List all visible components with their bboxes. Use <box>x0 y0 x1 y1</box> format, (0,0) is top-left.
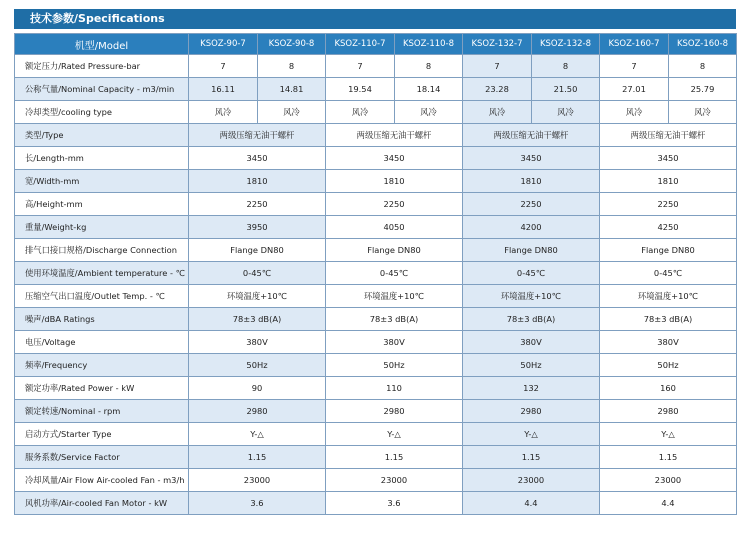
table-cell: 27.01 <box>600 78 669 101</box>
table-row <box>15 239 737 262</box>
table-row <box>15 124 737 147</box>
table-header-row <box>15 34 737 55</box>
model-header: KSOZ-110-7 <box>326 34 395 55</box>
table-row <box>15 78 737 101</box>
table-cell: 1810 <box>600 170 737 193</box>
row-label: 额定压力/Rated Pressure-bar <box>15 55 189 78</box>
table-cell: Flange DN80 <box>326 239 463 262</box>
table-cell: 2980 <box>189 400 326 423</box>
table-cell: 90 <box>189 377 326 400</box>
table-cell: Y-△ <box>600 423 737 446</box>
table-cell: 3450 <box>189 147 326 170</box>
table-row <box>15 354 737 377</box>
table-cell: 1810 <box>463 170 600 193</box>
table-cell: 2250 <box>600 193 737 216</box>
table-cell: 78±3 dB(A) <box>326 308 463 331</box>
table-cell: 160 <box>600 377 737 400</box>
row-label: 噪声/dBA Ratings <box>15 308 189 331</box>
row-label: 冷却风量/Air Flow Air-cooled Fan - m3/h <box>15 469 189 492</box>
table-row <box>15 469 737 492</box>
table-cell: 23000 <box>463 469 600 492</box>
table-cell: 3.6 <box>326 492 463 515</box>
table-cell: 2980 <box>463 400 600 423</box>
table-cell: 风冷 <box>395 101 463 124</box>
table-cell: 风冷 <box>600 101 669 124</box>
table-cell: 风冷 <box>326 101 395 124</box>
table-cell: Flange DN80 <box>600 239 737 262</box>
table-cell: 两级压缩无油干螺杆 <box>600 124 737 147</box>
table-cell: 16.11 <box>189 78 258 101</box>
table-cell: 380V <box>463 331 600 354</box>
row-label: 电压/Voltage <box>15 331 189 354</box>
model-header: KSOZ-160-8 <box>669 34 737 55</box>
table-cell: 8 <box>669 55 737 78</box>
table-row <box>15 285 737 308</box>
table-cell: 14.81 <box>258 78 326 101</box>
table-cell: 21.50 <box>532 78 600 101</box>
row-label: 风机功率/Air-cooled Fan Motor - kW <box>15 492 189 515</box>
table-cell: 23000 <box>600 469 737 492</box>
table-cell: 风冷 <box>669 101 737 124</box>
table-cell: 1810 <box>189 170 326 193</box>
table-row <box>15 170 737 193</box>
row-label: 频率/Frequency <box>15 354 189 377</box>
table-row <box>15 216 737 239</box>
table-cell: 4.4 <box>600 492 737 515</box>
table-row <box>15 101 737 124</box>
table-cell: 19.54 <box>326 78 395 101</box>
table-cell: 78±3 dB(A) <box>189 308 326 331</box>
table-row <box>15 331 737 354</box>
table-row <box>15 308 737 331</box>
table-cell: 风冷 <box>532 101 600 124</box>
table-cell: 3450 <box>463 147 600 170</box>
table-cell: 7 <box>189 55 258 78</box>
table-row <box>15 446 737 469</box>
table-cell: 78±3 dB(A) <box>600 308 737 331</box>
table-cell: 2250 <box>326 193 463 216</box>
table-row <box>15 193 737 216</box>
table-cell: 风冷 <box>189 101 258 124</box>
table-cell: 4.4 <box>463 492 600 515</box>
table-cell: 50Hz <box>600 354 737 377</box>
row-label: 使用环境温度/Ambient temperature - ℃ <box>15 262 189 285</box>
table-cell: 380V <box>600 331 737 354</box>
table-cell: 25.79 <box>669 78 737 101</box>
row-label: 高/Height-mm <box>15 193 189 216</box>
table-cell: 380V <box>326 331 463 354</box>
page-title: 技术参数/Specifications <box>14 9 736 29</box>
row-label: 冷却类型/cooling type <box>15 101 189 124</box>
table-cell: 50Hz <box>189 354 326 377</box>
row-label: 额定转速/Nominal - rpm <box>15 400 189 423</box>
table-cell: 两级压缩无油干螺杆 <box>326 124 463 147</box>
table-cell: 7 <box>600 55 669 78</box>
table-cell: 3950 <box>189 216 326 239</box>
table-cell: Flange DN80 <box>189 239 326 262</box>
table-cell: 23.28 <box>463 78 532 101</box>
table-cell: 1.15 <box>600 446 737 469</box>
table-cell: 两级压缩无油干螺杆 <box>189 124 326 147</box>
model-header: KSOZ-110-8 <box>395 34 463 55</box>
table-cell: Flange DN80 <box>463 239 600 262</box>
row-label: 额定功率/Rated Power - kW <box>15 377 189 400</box>
table-cell: 1.15 <box>463 446 600 469</box>
table-cell: 两级压缩无油干螺杆 <box>463 124 600 147</box>
model-header: KSOZ-132-8 <box>532 34 600 55</box>
table-cell: 0-45℃ <box>463 262 600 285</box>
model-header: KSOZ-90-7 <box>189 34 258 55</box>
table-row <box>15 377 737 400</box>
table-cell: 23000 <box>326 469 463 492</box>
table-cell: 110 <box>326 377 463 400</box>
table-cell: 4250 <box>600 216 737 239</box>
table-cell: 0-45℃ <box>600 262 737 285</box>
table-cell: 风冷 <box>258 101 326 124</box>
table-row <box>15 55 737 78</box>
table-cell: Y-△ <box>463 423 600 446</box>
model-header: KSOZ-160-7 <box>600 34 669 55</box>
table-cell: 风冷 <box>463 101 532 124</box>
table-cell: 2250 <box>463 193 600 216</box>
table-cell: Y-△ <box>326 423 463 446</box>
row-label: 宽/Width-mm <box>15 170 189 193</box>
table-cell: 380V <box>189 331 326 354</box>
model-header: KSOZ-132-7 <box>463 34 532 55</box>
table-cell: 2980 <box>600 400 737 423</box>
table-cell: 环境温度+10℃ <box>600 285 737 308</box>
table-row <box>15 423 737 446</box>
row-label: 类型/Type <box>15 124 189 147</box>
table-cell: 8 <box>258 55 326 78</box>
model-header: KSOZ-90-8 <box>258 34 326 55</box>
table-cell: 3450 <box>600 147 737 170</box>
table-cell: 7 <box>463 55 532 78</box>
table-cell: 18.14 <box>395 78 463 101</box>
table-cell: 8 <box>395 55 463 78</box>
table-cell: 环境温度+10℃ <box>463 285 600 308</box>
table-cell: 环境温度+10℃ <box>189 285 326 308</box>
table-cell: 132 <box>463 377 600 400</box>
table-cell: 3450 <box>326 147 463 170</box>
table-row <box>15 400 737 423</box>
table-cell: 50Hz <box>326 354 463 377</box>
table-cell: Y-△ <box>189 423 326 446</box>
row-label: 压缩空气出口温度/Outlet Temp. - ℃ <box>15 285 189 308</box>
table-cell: 2980 <box>326 400 463 423</box>
row-label: 排气口接口规格/Discharge Connection <box>15 239 189 262</box>
table-cell: 3.6 <box>189 492 326 515</box>
row-label: 重量/Weight-kg <box>15 216 189 239</box>
table-cell: 8 <box>532 55 600 78</box>
table-cell: 4200 <box>463 216 600 239</box>
table-cell: 1.15 <box>326 446 463 469</box>
table-cell: 0-45℃ <box>326 262 463 285</box>
table-cell: 23000 <box>189 469 326 492</box>
row-label: 启动方式/Starter Type <box>15 423 189 446</box>
table-cell: 1.15 <box>189 446 326 469</box>
table-row <box>15 492 737 515</box>
table-cell: 环境温度+10℃ <box>326 285 463 308</box>
row-label: 服务系数/Service Factor <box>15 446 189 469</box>
table-cell: 4050 <box>326 216 463 239</box>
row-label: 公称气量/Nominal Capacity - m3/min <box>15 78 189 101</box>
table-cell: 7 <box>326 55 395 78</box>
table-cell: 1810 <box>326 170 463 193</box>
table-cell: 50Hz <box>463 354 600 377</box>
table-cell: 78±3 dB(A) <box>463 308 600 331</box>
table-row <box>15 262 737 285</box>
table-cell: 0-45℃ <box>189 262 326 285</box>
specifications-table <box>14 33 737 515</box>
table-cell: 2250 <box>189 193 326 216</box>
row-label: 长/Length-mm <box>15 147 189 170</box>
table-row <box>15 147 737 170</box>
model-header-label: 机型/Model <box>15 34 189 55</box>
